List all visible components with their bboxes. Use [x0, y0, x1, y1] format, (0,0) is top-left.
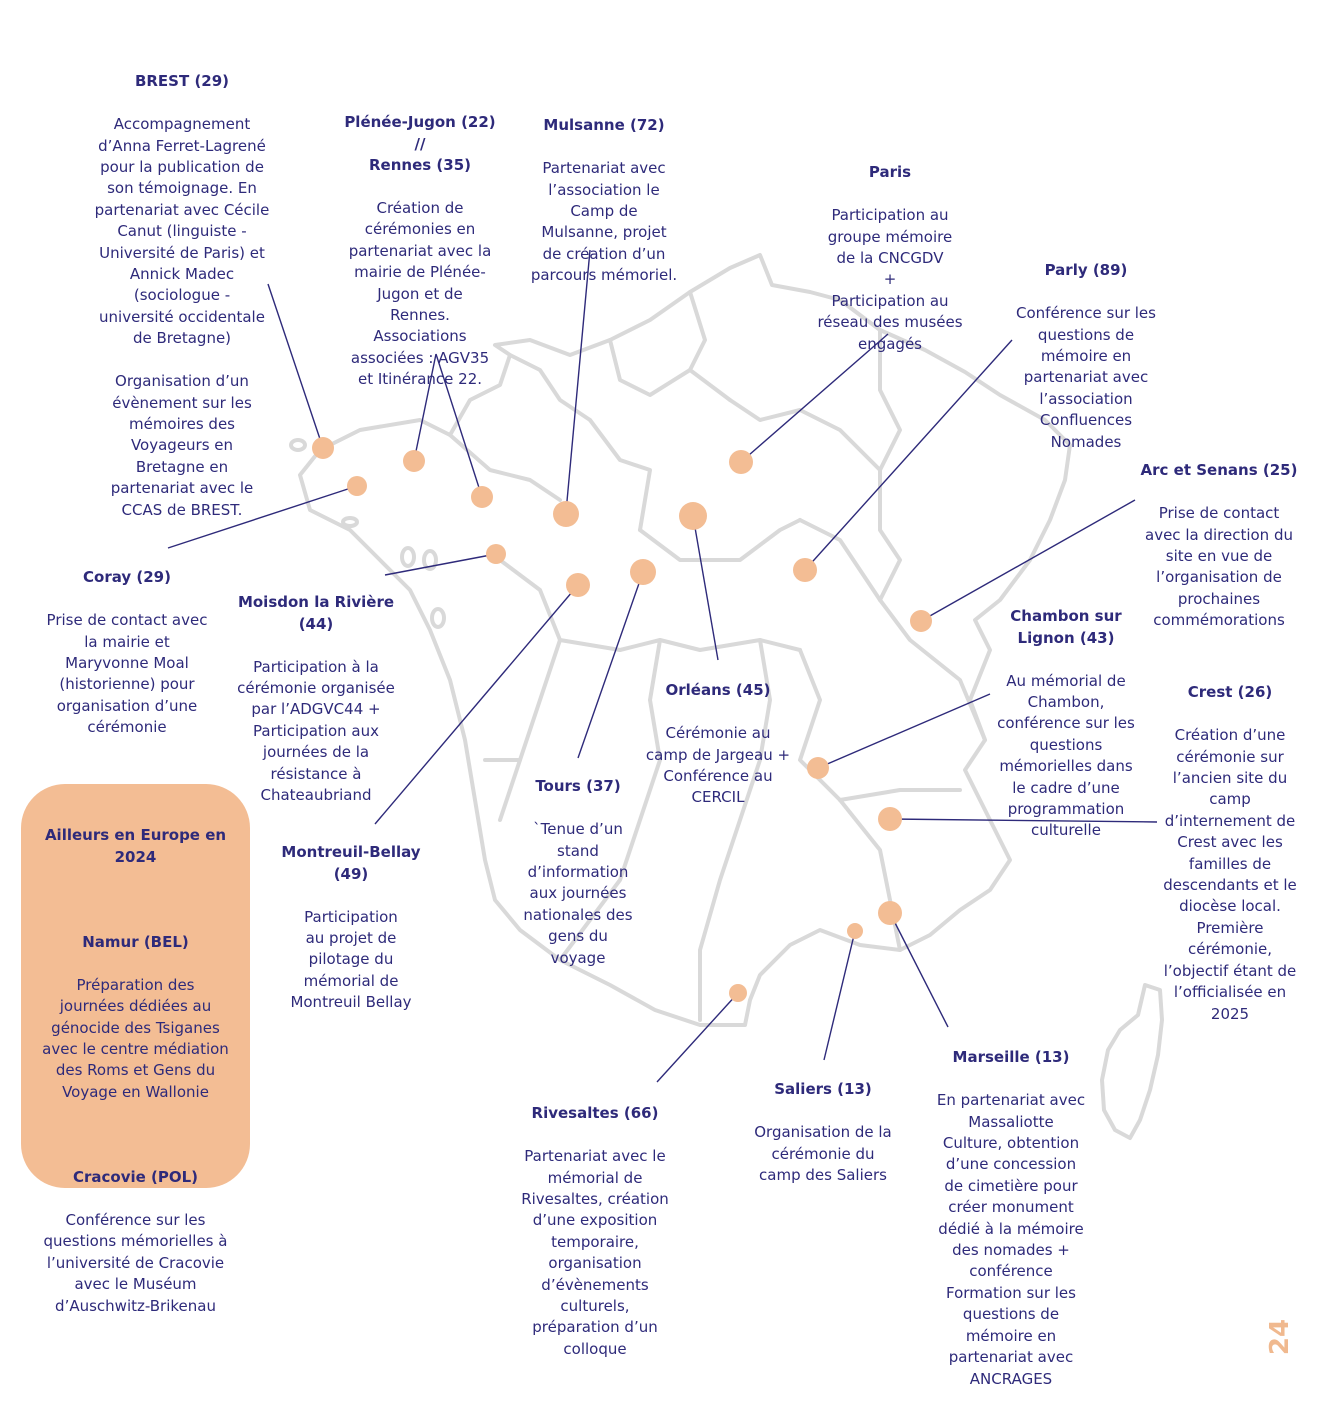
label-arc-et-senans [1136, 439, 1302, 653]
label-plenee-body: Création de cérémonies en partenariat avec la mairie de Plénée- Jugon et de Rennes. Associations associées : AGV35 et Itinérance 22. [348, 199, 492, 389]
label-plenee-rennes [340, 91, 500, 412]
marker-tours[interactable] [630, 559, 656, 585]
label-tours-title: Tours (37) [535, 777, 621, 796]
label-montreuil-title: Montreuil-Bellay (49) [281, 843, 421, 883]
marker-brest[interactable] [312, 437, 334, 459]
label-parly-title: Parly (89) [1044, 261, 1128, 280]
marker-moisdon[interactable] [486, 544, 506, 564]
label-rivesaltes-title: Rivesaltes (66) [531, 1104, 659, 1123]
label-tours [516, 755, 640, 990]
label-moisdon-body: Participation à la cérémonie organisée par l’ADGVC44 + Participation aux journées de la résistance à Chateaubriand [237, 657, 395, 805]
namur-body: Préparation des journées dédiées au génocide des Tsiganes avec le centre médiation des Roms et Gens du Voyage en Wallonie [42, 975, 229, 1101]
cracovie-body: Conférence sur les questions mémorielles à l’université de Cracovie avec le Muséum d’Auschwitz-Brikenau [43, 1210, 228, 1315]
label-orleans-body: Cérémonie au camp de Jargeau + Conférence au CERCIL [645, 724, 791, 807]
label-saliers [746, 1058, 900, 1208]
europe-box [21, 784, 250, 1315]
marker-paris[interactable] [729, 450, 753, 474]
label-arc-body: Prise de contact avec la direction du site en vue de l’organisation de prochaines commémorations [1145, 504, 1293, 630]
label-crest-body: Création d’une cérémonie sur l’ancien site du camp d’internement de Crest avec les familles de descendants et le diocèse local. Première cérémonie, l’objectif étant de l’officialisée en 2025 [1163, 726, 1297, 1023]
label-moisdon-title: Moisdon la Rivière (44) [237, 593, 395, 633]
label-chambon-title: Chambon sur Lignon (43) [1010, 607, 1122, 647]
label-crest-title: Crest (26) [1187, 683, 1273, 702]
label-moisdon [228, 571, 404, 828]
marker-mulsanne[interactable] [553, 501, 579, 527]
label-marseille [932, 1026, 1090, 1411]
marker-rivesaltes[interactable] [729, 984, 747, 1002]
label-paris-body: Participation au groupe mémoire de la CNCGDV + Participation au réseau des musées engagés [817, 206, 963, 353]
cracovie-title: Cracovie (POL) [72, 1168, 199, 1187]
europe-box-content [21, 804, 250, 1338]
label-montreuil-body: Participation au projet de pilotage du mémorial de Montreuil Bellay [290, 907, 412, 1012]
label-chambon [990, 585, 1142, 863]
label-rivesaltes [514, 1082, 676, 1382]
label-coray [42, 546, 212, 760]
label-saliers-body: Organisation de la cérémonie du camp des Saliers [754, 1123, 892, 1185]
label-brest-title: BREST (29) [134, 72, 230, 91]
label-brest-body: Accompagnement d’Anna Ferret-Lagrené pour la publication de son témoignage. En partenariat avec Cécile Canut (linguiste - Université de Paris) et Annick Madec (sociologue - université occidentale de Bretagne) Organisation d’un évènement sur les mémoires des Voyageurs en Bretagne en partenariat avec le CCAS de BREST. [94, 115, 270, 519]
corsica-outline [1102, 985, 1162, 1138]
label-arc-title: Arc et Senans (25) [1140, 461, 1298, 480]
marker-coray[interactable] [347, 476, 367, 496]
marker-rennes[interactable] [471, 486, 493, 508]
label-coray-title: Coray (29) [83, 568, 171, 587]
label-tours-body: `Tenue d’un stand d’information aux journées nationales des gens du voyage [523, 820, 633, 967]
label-coray-body: Prise de contact avec la mairie et Maryvonne Moal (historienne) pour organisation d’une cérémonie [46, 611, 208, 737]
label-orleans-title: Orléans (45) [665, 681, 771, 700]
marker-parly[interactable] [793, 558, 817, 582]
label-plenee-title: Plénée-Jugon (22) // Rennes (35) [344, 113, 496, 175]
label-brest [92, 50, 272, 542]
label-mulsanne [524, 94, 684, 308]
label-parly-body: Conférence sur les questions de mémoire en partenariat avec l’association Confluences Nomades [1016, 304, 1156, 451]
marker-arc-et-senans[interactable] [910, 610, 932, 632]
label-paris [808, 141, 972, 376]
marker-chambon[interactable] [807, 757, 829, 779]
marker-montreuil-bellay[interactable] [566, 573, 590, 597]
label-marseille-title: Marseille (13) [952, 1048, 1070, 1067]
label-orleans [640, 659, 796, 830]
label-chambon-body: Au mémorial de Chambon, conférence sur les questions mémorielles dans le cadre d’une programmation culturelle [997, 671, 1135, 840]
marker-crest[interactable] [878, 807, 902, 831]
marker-plenee-jugon[interactable] [403, 450, 425, 472]
label-montreuil-bellay [278, 821, 424, 1035]
label-saliers-title: Saliers (13) [774, 1080, 872, 1099]
label-mulsanne-title: Mulsanne (72) [543, 116, 665, 135]
marker-marseille[interactable] [878, 901, 902, 925]
label-mulsanne-body: Partenariat avec l’association le Camp de Mulsanne, projet de création d’un parcours mémoriel. [530, 159, 678, 285]
label-paris-title: Paris [868, 163, 912, 182]
marker-orleans[interactable] [679, 502, 707, 530]
namur-title: Namur (BEL) [82, 933, 189, 952]
label-rivesaltes-body: Partenariat avec le mémorial de Rivesaltes, création d’une exposition temporaire, organisation d’évènements culturels, préparation d’un colloque [521, 1147, 669, 1358]
label-crest [1156, 661, 1304, 1046]
europe-heading: Ailleurs en Europe en 2024 [44, 826, 227, 866]
label-marseille-body: En partenariat avec Massaliotte Culture, obtention d’une concession de cimetière pour créer monument dédié à la mémoire des nomades + conférence Formation sur les questions de mémoire en partenariat avec ANCRAGES [936, 1091, 1086, 1388]
page-number: 24 [1265, 1318, 1296, 1356]
marker-saliers[interactable] [847, 923, 863, 939]
